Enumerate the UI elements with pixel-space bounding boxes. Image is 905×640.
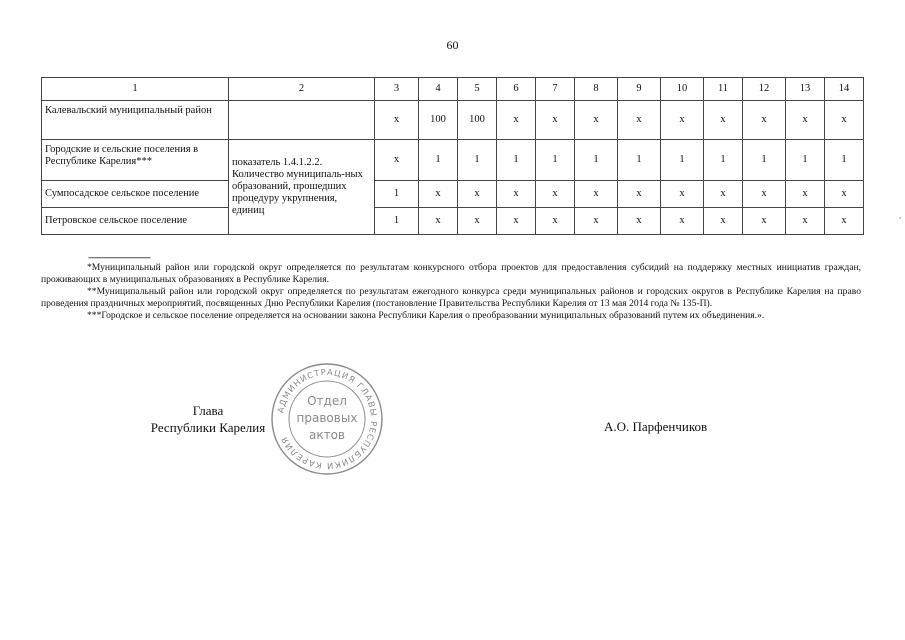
header-cell: 7	[536, 78, 575, 101]
value-cell: х	[575, 208, 618, 235]
value-cell: х	[458, 208, 497, 235]
stamp-line: актов	[308, 428, 346, 442]
value-cell: х	[575, 101, 618, 140]
value-cell: 1	[458, 140, 497, 181]
value-cell: х	[743, 101, 786, 140]
value-cell: х	[825, 208, 864, 235]
value-cell: 1	[536, 140, 575, 181]
value-cell: х	[704, 101, 743, 140]
row-name: Городские и сельские поселения в Республике Карелия***	[42, 140, 229, 181]
value-cell: х	[704, 208, 743, 235]
empty-cell	[229, 101, 375, 140]
value-cell: 1	[497, 140, 536, 181]
value-cell: х	[825, 181, 864, 208]
footnotes	[41, 262, 861, 322]
value-cell: х	[661, 181, 704, 208]
value-cell: 1	[786, 140, 825, 181]
value-cell: х	[661, 208, 704, 235]
row-name: Петровское сельское поселение	[42, 208, 229, 235]
edge-mark: ,	[899, 210, 902, 220]
value-cell: х	[536, 208, 575, 235]
footnote-rule: -------------------------------	[88, 252, 150, 262]
value-cell: х	[618, 181, 661, 208]
header-cell: 12	[743, 78, 786, 101]
header-cell: 13	[786, 78, 825, 101]
data-table	[41, 77, 864, 235]
value-cell: х	[704, 181, 743, 208]
footnote: ***Городское и сельское поселение определяется на основании закона Республики Карелия о преобразовании муниципальных образований путем их объединения.».	[87, 310, 765, 321]
table-header-row	[42, 78, 864, 101]
value-cell: х	[458, 181, 497, 208]
footnote: *Муниципальный район или городской округ определяется по результатам конкурсного отбора проектов для предоставления субсидий на поддержку местных инициатив граждан, проживающих в муниципальных образованиях в Республике Карелия.	[41, 262, 861, 285]
value-cell: х	[786, 208, 825, 235]
stamp-line: Отдел	[307, 394, 347, 408]
official-stamp	[270, 362, 384, 476]
table-row	[42, 181, 864, 208]
signatory-title-line: Республики Карелия	[150, 420, 266, 435]
table-row	[42, 101, 864, 140]
header-cell: 2	[229, 78, 375, 101]
value-cell: 1	[419, 140, 458, 181]
signatory-title-line: Глава	[192, 403, 224, 418]
signatory-title	[140, 402, 276, 436]
row-name: Калевальский муниципальный район	[42, 101, 229, 140]
header-cell: 1	[42, 78, 229, 101]
value-cell: х	[743, 181, 786, 208]
footnote: **Муниципальный район или городской округ определяется по результатам ежегодного конкурса среди муниципальных районов и городских округов в Республике Карелия на право проведения праздничных мероприятий, посвященных Дню Республики Карелия (постановление Правительства Республики Карелия от 13 мая 2014 года № 135-П).	[41, 286, 861, 309]
value-cell: х	[618, 208, 661, 235]
value-cell: х	[786, 181, 825, 208]
value-cell: х	[786, 101, 825, 140]
stamp-ring-text: АДМИНИСТРАЦИЯ ГЛАВЫ РЕСПУБЛИКИ КАРЕЛИЯ	[275, 366, 380, 472]
value-cell: х	[497, 101, 536, 140]
value-cell: 1	[825, 140, 864, 181]
value-cell: х	[661, 101, 704, 140]
value-cell: 1	[661, 140, 704, 181]
header-cell: 5	[458, 78, 497, 101]
header-cell: 4	[419, 78, 458, 101]
header-cell: 11	[704, 78, 743, 101]
header-cell: 10	[661, 78, 704, 101]
page-number: 60	[446, 38, 459, 52]
value-cell: х	[825, 101, 864, 140]
value-cell: 1	[375, 181, 419, 208]
value-cell: х	[419, 181, 458, 208]
signatory-name: А.О. Парфенчиков	[604, 419, 708, 434]
value-cell: 1	[743, 140, 786, 181]
value-cell: х	[375, 101, 419, 140]
value-cell: х	[536, 181, 575, 208]
stamp-graphic	[270, 362, 384, 476]
value-cell: 100	[458, 101, 497, 140]
value-cell: х	[497, 208, 536, 235]
value-cell: х	[618, 101, 661, 140]
stamp-line: правовых	[296, 411, 358, 425]
value-cell: х	[375, 140, 419, 181]
table-row	[42, 208, 864, 235]
value-cell: х	[536, 101, 575, 140]
indicator-cell: показатель 1.4.1.2.2. Количество муниципаль-ных образований, прошедших процедуру укрупнения, единиц	[229, 140, 375, 235]
value-cell: х	[743, 208, 786, 235]
value-cell: х	[419, 208, 458, 235]
value-cell: 1	[704, 140, 743, 181]
table-row	[42, 140, 864, 181]
value-cell: 100	[419, 101, 458, 140]
header-cell: 14	[825, 78, 864, 101]
value-cell: 1	[618, 140, 661, 181]
value-cell: х	[497, 181, 536, 208]
value-cell: 1	[575, 140, 618, 181]
value-cell: х	[575, 181, 618, 208]
header-cell: 9	[618, 78, 661, 101]
value-cell: 1	[375, 208, 419, 235]
header-cell: 6	[497, 78, 536, 101]
header-cell: 3	[375, 78, 419, 101]
row-name: Сумпосадское сельское поселение	[42, 181, 229, 208]
header-cell: 8	[575, 78, 618, 101]
